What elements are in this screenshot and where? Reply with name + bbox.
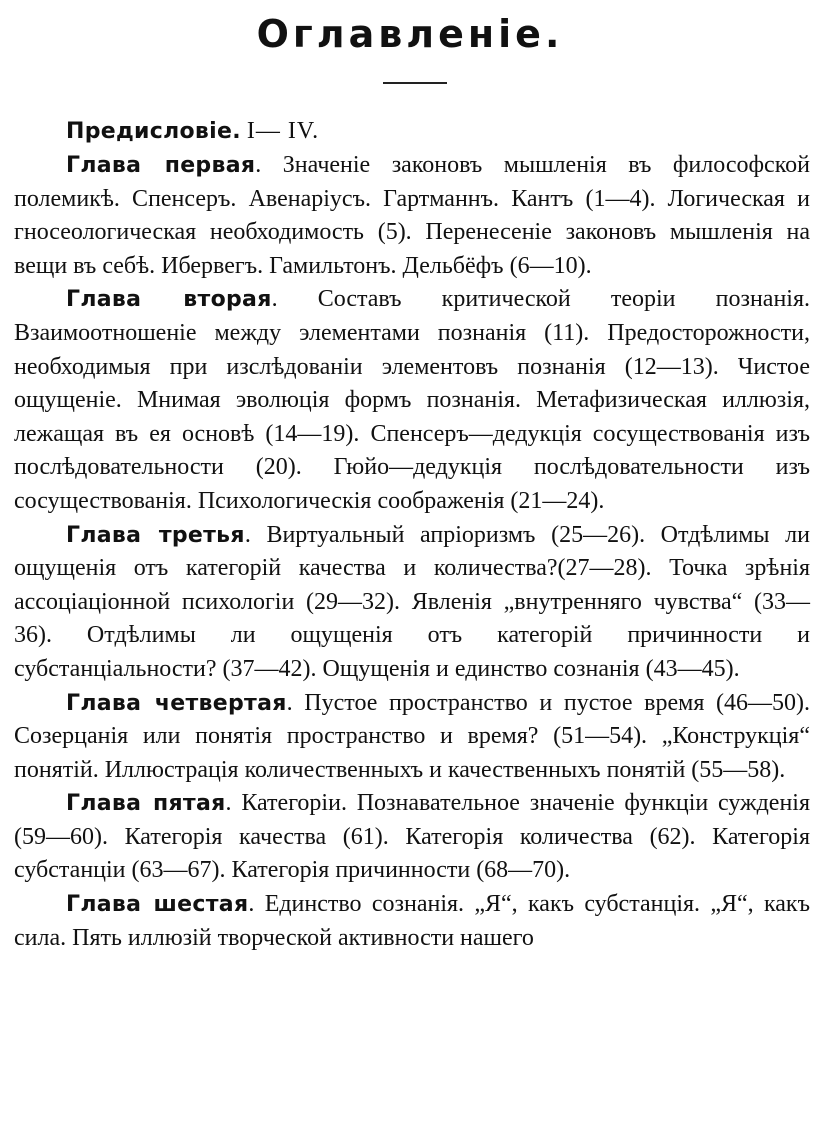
chapter-summary: . Составъ критической теоріи познанія. Взаимоотношеніе между элементами познанія (11). Предосторожности, необходимыя при изслѣдованіи элементовъ познанія (12—13). Чистое ощущеніе. Мнимая эволюція формъ познанія. Метафизическая иллюзія, лежащая въ ея основѣ (14—19). Спенсеръ—дедукція сосуществованія изъ послѣдовательности (20). Гюйо—дедукція послѣдовательности изъ сосуществованія. Психологическія соображенія (21—24). <box>14 286 811 514</box>
chapter-heading: Глава пятая <box>66 791 226 817</box>
toc-entry-chapter-5 <box>14 787 810 888</box>
toc-entry-chapter-6 <box>14 888 810 955</box>
chapter-heading: Глава четвертая <box>66 690 287 716</box>
toc-entry-preface <box>14 114 810 149</box>
chapter-heading: Глава вторая <box>66 287 272 313</box>
chapter-summary: . Значеніе законовъ мышленія въ философской полемикѣ. Спенсеръ. Авенаріусъ. Гартманнъ. Кантъ (1—4). Логическая и гносеологическая необходимость (5). Перенесеніе законовъ мышленія на вещи въ себѣ. Ибервегъ. Гамильтонъ. Дельбёфъ (6—10). <box>14 152 810 279</box>
page-title: Оглавленіе. <box>256 12 564 56</box>
chapter-summary: . Категоріи. Познавательное значеніе функціи сужденія (59—60). Категорія качества (61). Категорія количества (62). Категорія субстанціи (63—67). Категорія причинности (68—70). <box>14 790 810 884</box>
chapter-summary: . Виртуальный апріоризмъ (25—26). Отдѣлимы ли ощущенія отъ категорій качества и количества?(27—28). Точка зрѣнія ассоціаціонной психологіи (29—32). Явленія „внутренняго чувства“ (33—36). Отдѣлимы ли ощущенія отъ категорій причинности и субстанціальности? (37—42). Ощущенія и единство сознанія (43—45). <box>14 521 810 682</box>
toc-entry-chapter-1 <box>14 149 810 283</box>
chapter-heading: Глава шестая <box>66 892 249 918</box>
toc-entry-chapter-4 <box>14 687 810 788</box>
toc-entry-chapter-2 <box>14 283 810 518</box>
preface-pages: I— IV. <box>246 118 320 144</box>
chapter-summary: . Единство сознанія. „Я“, какъ субстанція. „Я“, какъ сила. Пять иллюзій творческой активности нашего <box>14 891 810 951</box>
preface-heading: Предисловіе. <box>66 119 241 144</box>
chapter-heading: Глава третья <box>66 522 245 548</box>
chapter-heading: Глава первая <box>66 153 256 178</box>
title-divider <box>383 82 447 84</box>
chapter-summary: . Пустое пространство и пустое время (46—50). Созерцанія или понятія пространство и время? (51—54). „Конструкція“ понятій. Иллюстрація количественныхъ и качественныхъ понятій (55—58). <box>14 689 811 783</box>
toc-entry-chapter-3 <box>14 519 810 687</box>
table-of-contents <box>14 114 810 955</box>
